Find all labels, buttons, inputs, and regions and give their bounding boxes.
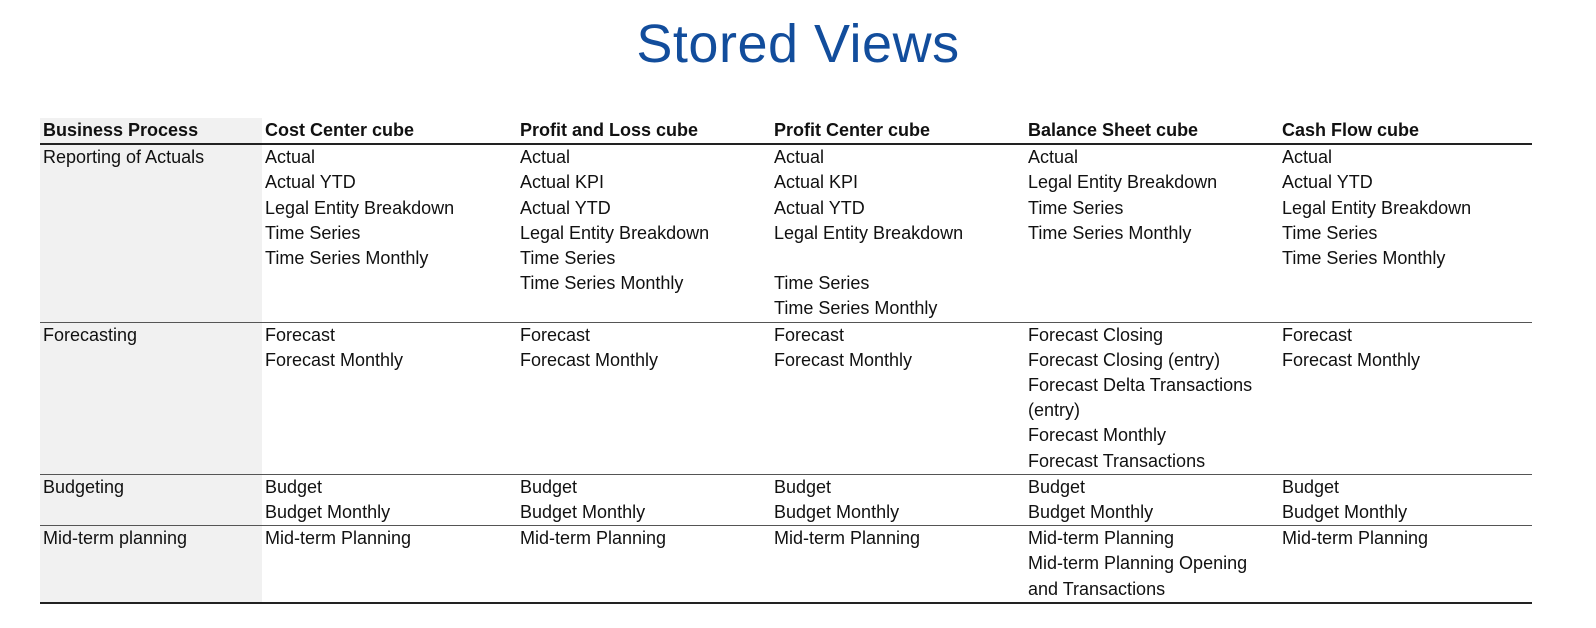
stored-view-item: Forecast Closing [1028,324,1164,345]
stored-view-item: Actual [1028,147,1079,168]
stored-view-item: Forecast Monthly [520,349,659,370]
stored-views-table [40,118,1532,604]
stored-view-item: Actual YTD [1282,172,1373,193]
profit-and-loss-views-cell [517,322,771,474]
profit-center-views-cell [771,322,1025,474]
stored-view-item: Actual KPI [520,172,605,193]
stored-view-item: Budget [1282,476,1340,497]
stored-view-item: Legal Entity Breakdown [265,197,455,218]
stored-view-item: Budget Monthly [1028,502,1154,523]
stored-view-item: Budget [774,476,832,497]
stored-view-item: Forecast [265,324,336,345]
stored-view-item: Forecast Delta Transactions (entry) [1028,375,1253,421]
cost-center-views-cell [262,322,517,474]
stored-view-item: Actual KPI [774,172,859,193]
stored-view-item: Time Series Monthly [774,298,938,319]
cash-flow-views-cell [1279,474,1532,525]
row-budgeting [40,474,1532,525]
stored-view-item: Forecast [1282,324,1353,345]
stored-view-item: Budget Monthly [520,502,646,523]
stored-view-item: Time Series Monthly [1282,248,1446,269]
stored-view-item: Budget Monthly [1282,502,1408,523]
cost-center-views-cell [262,474,517,525]
stored-view-item: Actual [520,147,571,168]
stored-view-item: Mid-term Planning Opening and Transactions [1028,553,1248,599]
cash-flow-views-cell [1279,322,1532,474]
stored-view-item: Time Series Monthly [520,273,684,294]
balance-sheet-views-cell [1025,144,1279,322]
row-mid-term-planning [40,526,1532,603]
stored-view-item: Time Series Monthly [265,248,429,269]
profit-and-loss-views-cell [517,474,771,525]
stored-view-item: Mid-term Planning [1028,528,1175,549]
profit-and-loss-views-cell [517,526,771,603]
page-title: Stored Views [636,14,960,74]
stored-view-item: Legal Entity Breakdown [774,222,964,243]
cash-flow-views-cell [1279,526,1532,603]
stored-view-item: Budget [265,476,323,497]
profit-center-views-cell [771,474,1025,525]
profit-and-loss-views-cell [517,144,771,322]
stored-view-item: Actual [265,147,316,168]
business-process-cell: Mid-term planning [40,526,262,603]
stored-view-item: Mid-term Planning [520,528,667,549]
cash-flow-views-cell [1279,144,1532,322]
header-profit-and-loss-cube: Profit and Loss cube [517,118,771,144]
stored-view-item: Forecast Monthly [774,349,913,370]
stored-view-item: Forecast Transactions [1028,450,1206,471]
stored-view-item: Legal Entity Breakdown [520,222,710,243]
business-process-cell: Forecasting [40,322,262,474]
cost-center-views-cell [262,144,517,322]
stored-view-item: Forecast [774,324,845,345]
stored-view-item: Actual [1282,147,1333,168]
row-forecasting [40,322,1532,474]
balance-sheet-views-cell [1025,322,1279,474]
stored-view-item: Forecast Monthly [1282,349,1421,370]
profit-center-views-cell [771,526,1025,603]
business-process-cell: Reporting of Actuals [40,144,262,322]
stored-view-item: Forecast Monthly [265,349,404,370]
stored-view-item: Budget Monthly [265,502,391,523]
stored-view-item: Actual YTD [520,197,611,218]
profit-center-views-cell [771,144,1025,322]
stored-view-item: Mid-term Planning [1282,528,1429,549]
stored-view-item: Time Series [1028,197,1124,218]
stored-view-item: Time Series [1282,222,1378,243]
stored-view-item: Budget Monthly [774,502,900,523]
stored-view-item: Budget [520,476,578,497]
header-cash-flow-cube: Cash Flow cube [1279,118,1532,144]
cost-center-views-cell [262,526,517,603]
stored-view-item: Forecast [520,324,591,345]
balance-sheet-views-cell [1025,526,1279,603]
stored-view-item: Time Series [774,273,870,294]
stored-view-item: Actual YTD [774,197,865,218]
header-profit-center-cube: Profit Center cube [771,118,1025,144]
stored-view-item: Forecast Monthly [1028,425,1167,446]
stored-view-item: Time Series [520,248,616,269]
table-header-row [40,118,1532,144]
stored-view-item: Legal Entity Breakdown [1282,197,1472,218]
stored-view-item: Time Series [265,222,361,243]
row-reporting-of-actuals [40,144,1532,322]
stored-view-item: Forecast Closing (entry) [1028,349,1221,370]
header-business-process: Business Process [40,118,262,144]
stored-view-item: Mid-term Planning [774,528,921,549]
header-cost-center-cube: Cost Center cube [262,118,517,144]
header-balance-sheet-cube: Balance Sheet cube [1025,118,1279,144]
stored-view-item [774,246,1025,271]
stored-view-item: Legal Entity Breakdown [1028,172,1218,193]
stored-view-item: Actual [774,147,825,168]
business-process-cell: Budgeting [40,474,262,525]
stored-view-item: Actual YTD [265,172,356,193]
stored-view-item: Budget [1028,476,1086,497]
balance-sheet-views-cell [1025,474,1279,525]
stored-view-item: Time Series Monthly [1028,222,1192,243]
stored-view-item: Mid-term Planning [265,528,412,549]
